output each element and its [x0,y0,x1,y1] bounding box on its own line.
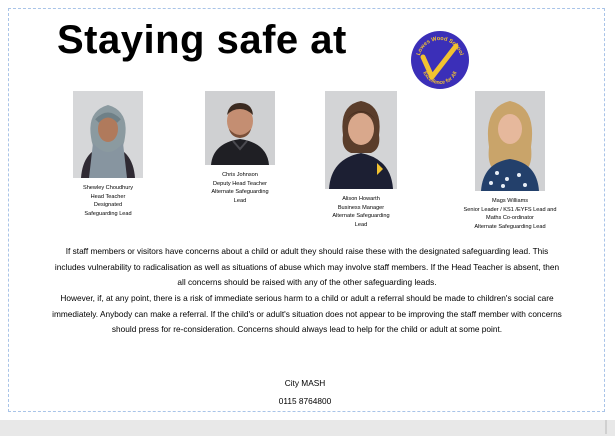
staff-role: Deputy Head Teacher [212,180,267,187]
staff-photo [325,91,397,189]
staff-role: Business Manager [337,204,385,211]
contact-label: City MASH [284,378,326,388]
staff-duty: Alternate Safeguarding Lead [211,189,269,204]
window-bottom-bar [0,420,615,436]
staff-name: Chris Johnson [222,172,258,178]
staff-name: Shewley Choudhury [82,185,134,191]
school-logo [410,30,470,90]
staff-card [455,91,565,232]
page-title: Staying safe at [57,18,347,62]
contact-phone: 0115 8764800 [278,396,332,406]
staff-duty: Designated Safeguarding Lead [84,202,132,217]
staff-photo [73,91,143,178]
staff-name: Alison Howarth [342,196,380,202]
staff-role: Senior Leader / KS1 /EYFS Lead and Maths Co-ordinator [463,206,557,222]
staff-card [306,91,416,230]
staff-photo [475,91,545,191]
staff-card [53,91,163,219]
staff-duty: Alternate Safeguarding Lead [332,213,390,228]
svg-text:Lowes Wood School: Lowes Wood School [415,35,465,57]
staff-card [185,91,295,206]
svg-text:Excellence for All: Excellence for All [421,70,459,87]
staff-role: Head Teacher [90,193,126,200]
staff-name: Mags Williams [491,198,529,204]
staff-duty: Alternate Safeguarding Lead [474,223,546,230]
referral-paragraph: However, if, at any point, there is a risk of immediate serious harm to a child or adult a referral should be made to children's social care immediately. Anybody can make a referral. If the child's or adult's situation does not appear to be improving the staff member with concerns should press for re-consideration. Concerns should always lead to help for the child or adult at some point. [52,293,562,334]
safeguarding-paragraph: If staff members or visitors have concerns about a child or adult they should raise these with the designated safeguarding lead. This includes vulnerability to radicalisation as well as situations of abuse which may involve staff members. If the Head Teacher is absent, then all concerns should be raised with any of the other safeguarding leads. [54,246,560,287]
staff-photo [205,91,275,165]
